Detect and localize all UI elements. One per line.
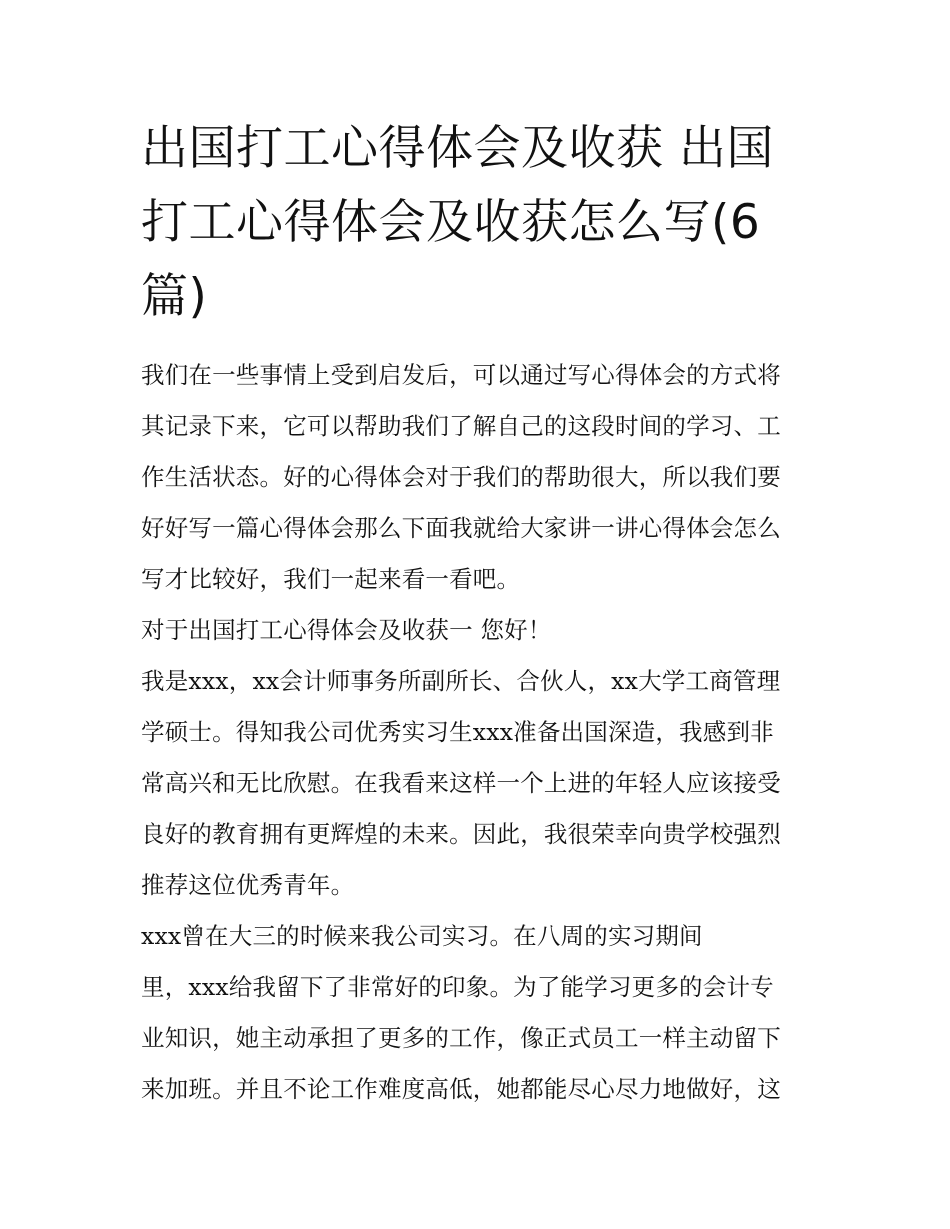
- body-line: 其记录下来，它可以帮助我们了解自己的这段时间的学习、工: [141, 412, 781, 440]
- body-line: 我们在一些事情上受到启发后，可以通过写心得体会的方式将: [141, 361, 781, 389]
- title-line: 篇): [141, 269, 208, 324]
- body-line: 作生活状态。好的心得体会对于我们的帮助很大，所以我们要: [141, 463, 781, 491]
- body-line: 学硕士。得知我公司优秀实习生xxx准备出国深造，我感到非: [141, 718, 774, 746]
- title-line: 打工心得体会及收获怎么写(6: [141, 195, 761, 250]
- body-line: 推荐这位优秀青年。: [141, 871, 355, 899]
- body-line: 业知识，她主动承担了更多的工作，像正式员工一样主动留下: [141, 1024, 781, 1052]
- document-page: [141, 112, 813, 1115]
- document-body: [141, 350, 813, 1115]
- body-line: 里，xxx给我留下了非常好的印象。为了能学习更多的会计专: [141, 973, 774, 1001]
- title-line: 出国打工心得体会及收获 出国: [141, 121, 774, 176]
- body-line: 对于出国打工心得体会及收获一 您好！: [141, 616, 552, 644]
- body-line: 我是xxx，xx会计师事务所副所长、合伙人，xx大学工商管理: [141, 667, 781, 695]
- document-title: [141, 112, 813, 334]
- body-line: xxx曾在大三的时候来我公司实习。在八周的实习期间: [141, 922, 703, 950]
- body-line: 来加班。并且不论工作难度高低，她都能尽心尽力地做好，这: [141, 1075, 781, 1103]
- body-line: 写才比较好，我们一起来看一看吧。: [141, 565, 521, 593]
- body-line: 良好的教育拥有更辉煌的未来。因此，我很荣幸向贵学校强烈: [141, 820, 781, 848]
- body-line: 常高兴和无比欣慰。在我看来这样一个上进的年轻人应该接受: [141, 769, 781, 797]
- body-line: 好好写一篇心得体会那么下面我就给大家讲一讲心得体会怎么: [141, 514, 781, 542]
